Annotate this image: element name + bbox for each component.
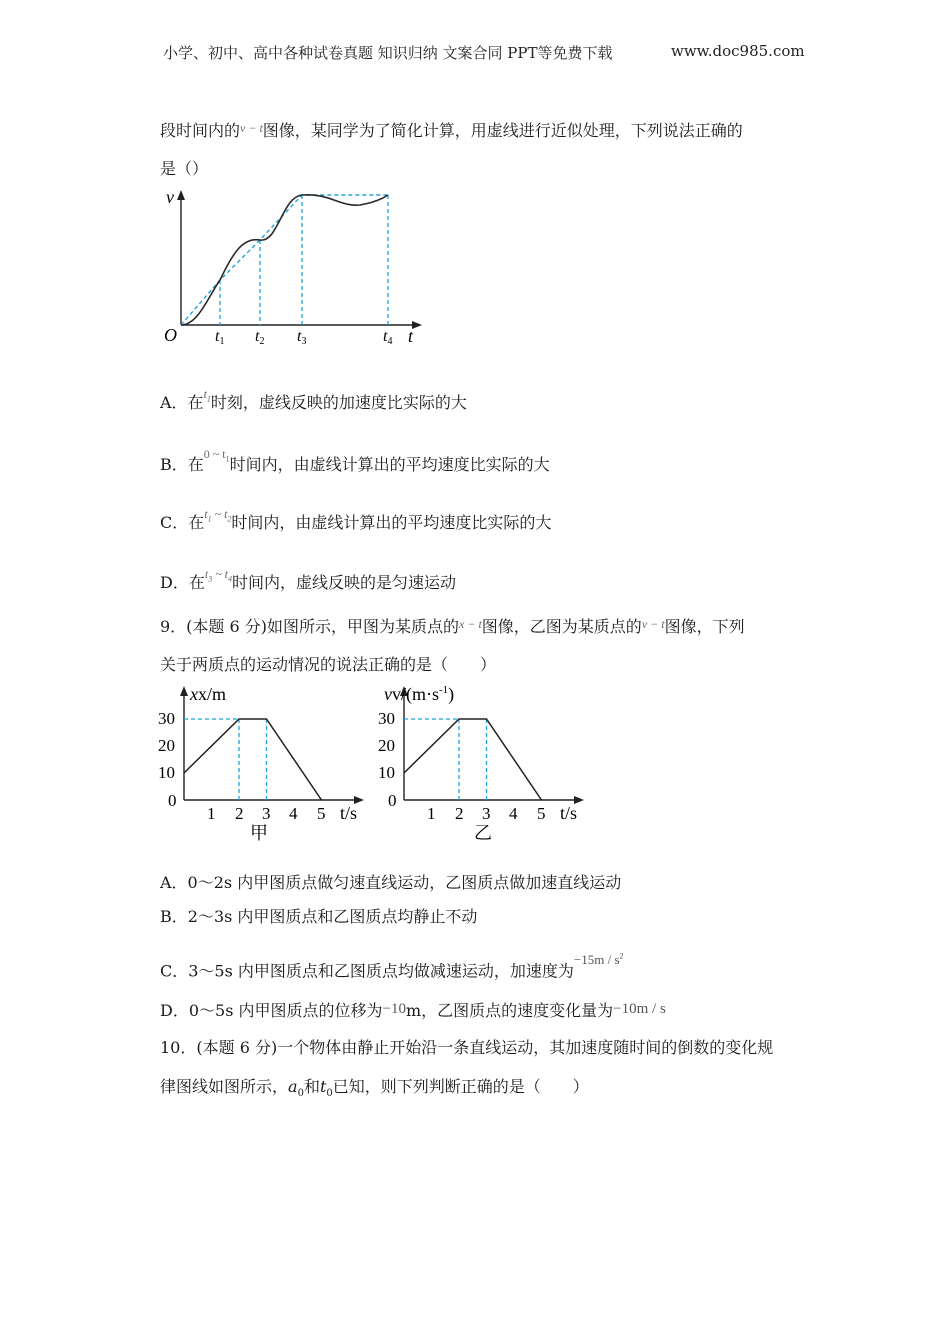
q9-option-b[interactable]: B．2～3s 内甲图质点和乙图质点均静止不动 (160, 907, 478, 926)
q9-c-text: C．3～5s 内甲图质点和乙图质点均做减速运动，加速度为 (160, 961, 574, 981)
q8-dashed-approx-line (181, 195, 388, 325)
q8-text-post: 图像，某同学为了简化计算，用虚线进行近似处理，下列说法正确的 (262, 121, 743, 140)
q8-stem-line1 (160, 118, 743, 141)
option-c-math2: ~ t (211, 507, 228, 521)
q9-text-post: 图像，下列 (664, 617, 745, 636)
header-ad-text: 小学、初中、高中各种试卷真题 知识归纳 文案合同 PPT等免费下载 (163, 44, 613, 62)
jia-ytick-0: 0 (168, 791, 177, 810)
q9-stem-line2: 关于两质点的运动情况的说法正确的是（ ） (160, 655, 497, 674)
q8-tick-t4: t4 (383, 328, 393, 347)
jia-xtick-4: 4 (289, 804, 298, 823)
yi-xtick-1: 1 (427, 804, 436, 823)
option-a-letter: A．在 (160, 393, 204, 412)
q10-and: 和 (303, 1077, 320, 1096)
jia-caption: 甲 (250, 823, 268, 843)
q9-text-pre: 9．(本题 6 分)如图所示，甲图为某质点的 (160, 617, 460, 636)
yi-data-line (404, 719, 542, 800)
option-a-sub: 1 (206, 394, 211, 404)
q9-c-sup: 2 (619, 952, 624, 961)
q9-xt-math: x − t (459, 617, 482, 631)
yi-ytick-0: 0 (388, 791, 397, 810)
jia-x-label: t/s (340, 803, 358, 823)
option-d-sub1: 3 (208, 574, 213, 584)
q9-d-math1: −10 (382, 1001, 406, 1017)
q10-t0: t (319, 1077, 327, 1096)
q8-stem-line2: 是（） (160, 159, 209, 178)
q8-tick-t1: t1 (215, 328, 225, 347)
q8-text: 段时间内的 (160, 121, 241, 140)
q9-option-c[interactable] (160, 952, 624, 981)
q8-vt-graph (160, 185, 430, 350)
q8-tick-t3: t3 (297, 328, 307, 347)
jia-data-line (184, 719, 322, 800)
q9-option-a[interactable]: A．0～2s 内甲图质点做匀速直线运动，乙图质点做加速直线运动 (160, 873, 622, 892)
q8-x-arrow (412, 321, 422, 329)
option-b-sub: 1 (225, 454, 230, 464)
q8-tick-t2: t2 (255, 328, 265, 347)
jia-ytick-10: 10 (158, 763, 175, 782)
option-d-text: 时间内，虚线反映的是匀速运动 (232, 573, 457, 592)
jia-xtick-1: 1 (207, 804, 216, 823)
option-b-text: 时间内，由虚线计算出的平均速度比实际的大 (229, 455, 550, 474)
option-c-math1: t (204, 507, 208, 521)
yi-xtick-2: 2 (455, 804, 464, 823)
q8-option-a[interactable] (160, 387, 467, 413)
jia-gridlines (184, 719, 267, 800)
option-a-math: t (203, 387, 207, 401)
q8-option-d[interactable] (160, 567, 456, 593)
yi-ytick-30: 30 (378, 709, 395, 728)
option-c-letter: C．在 (160, 513, 205, 532)
header-website[interactable]: www.doc985.com (671, 42, 805, 60)
q9-vt-math: v − t (641, 617, 665, 631)
option-d-letter: D．在 (160, 573, 205, 592)
q10-stem-line1: 10．(本题 6 分)一个物体由静止开始沿一条直线运动，其加速度随时间的倒数的变化规 (160, 1038, 774, 1057)
q10-stem-line2 (160, 1074, 589, 1099)
q8-origin-label: O (164, 325, 177, 345)
q9-option-d[interactable] (160, 998, 666, 1021)
q10-text-post: 已知，则下列判断正确的是（ ） (332, 1077, 589, 1096)
q10-text-pre: 律图线如图所示， (160, 1077, 289, 1096)
jia-ytick-20: 20 (158, 736, 175, 755)
q9-d-pre: D．0～5s 内甲图质点的位移为 (160, 1001, 383, 1020)
jia-ytick-30: 30 (158, 709, 175, 728)
yi-ytick-10: 10 (378, 763, 395, 782)
q10-t0-sub: 0 (326, 1088, 333, 1100)
q8-vt-math: v − t (240, 121, 263, 135)
q9-text-mid: 图像，乙图为某质点的 (481, 617, 642, 636)
q8-x-label: t (408, 326, 414, 346)
option-d-sub2: 4 (228, 574, 233, 584)
q9-d-math2: −10m / s (613, 1001, 666, 1017)
option-a-text: 时刻，虚线反映的加速度比实际的大 (210, 393, 467, 412)
q8-option-b[interactable] (160, 447, 550, 475)
option-c-text: 时间内，由虚线计算出的平均速度比实际的大 (231, 513, 552, 532)
q8-option-c[interactable] (160, 507, 551, 533)
option-c-sub1: 1 (207, 514, 212, 524)
yi-xtick-3: 3 (482, 804, 491, 823)
jia-xtick-2: 2 (235, 804, 244, 823)
q9-c-math: −15m / s (573, 952, 620, 968)
q10-a0: a (288, 1077, 298, 1096)
jia-y-arrow (180, 686, 188, 696)
q10-a0-sub: 0 (297, 1088, 304, 1100)
option-b-math: 0 ~ t (203, 447, 226, 461)
yi-y-label: $vv/(m\cdot s^{-1})$ (384, 684, 455, 704)
jia-xtick-5: 5 (317, 804, 326, 823)
option-d-math1: t (204, 567, 209, 581)
yi-xtick-4: 4 (509, 804, 518, 823)
option-c-sub2: 2 (227, 514, 232, 524)
q8-actual-curve (181, 195, 388, 325)
q8-y-arrow (177, 190, 185, 200)
yi-xtick-5: 5 (537, 804, 546, 823)
jia-y-label: xx/m (190, 684, 227, 704)
q9-graph-yi (378, 682, 590, 847)
yi-caption: 乙 (474, 823, 492, 843)
yi-gridlines (404, 719, 487, 800)
q9-stem-line1 (160, 614, 745, 637)
option-b-letter: B．在 (160, 455, 204, 474)
yi-x-label: t/s (560, 803, 578, 823)
q9-d-mid: m，乙图质点的速度变化量为 (405, 1001, 614, 1020)
jia-xtick-3: 3 (262, 804, 271, 823)
q8-y-label: v (166, 187, 174, 207)
option-d-math2: ~ t (212, 567, 229, 581)
yi-ytick-20: 20 (378, 736, 395, 755)
q9-graph-jia (158, 682, 368, 847)
